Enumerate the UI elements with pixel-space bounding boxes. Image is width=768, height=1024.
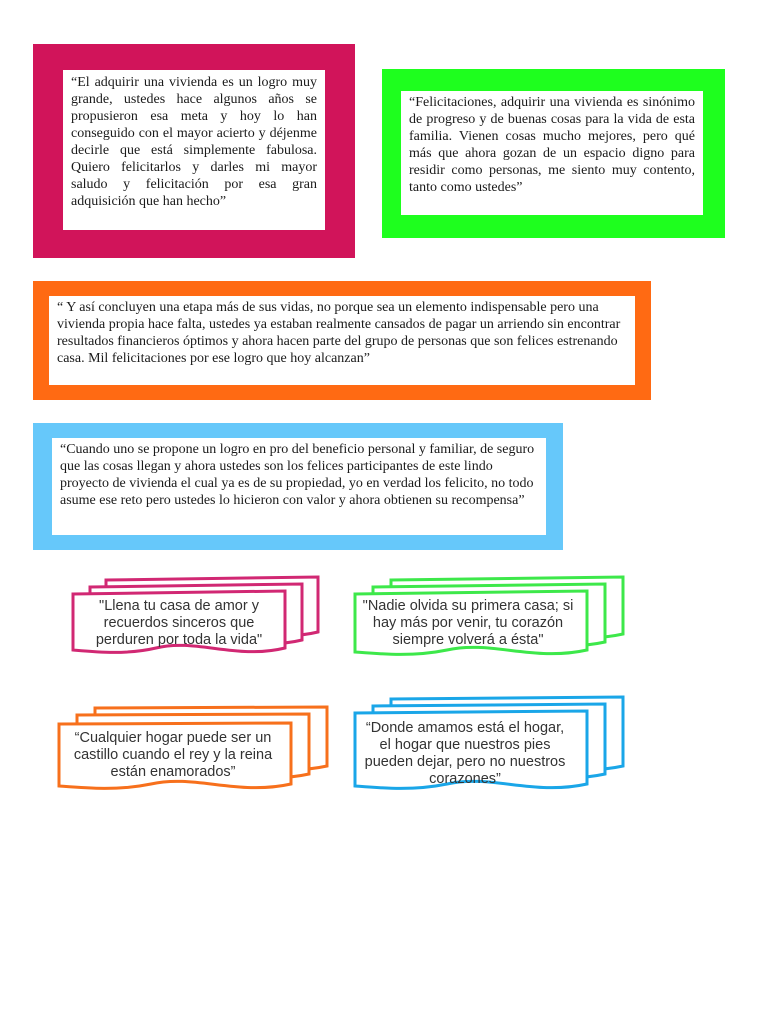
orange-quote-text: “ Y así concluyen una etapa más de sus vidas, no porque sea un elemento indispensable pero una vivienda propia hace falta, ustedes ya estaban realmente cansados de pagar un arriendo sin encontrar resultados financieros óptimos y ahora hacen parte del grupo de personas que son felices estrenando casa. Mil felicitaciones por ese logro que hoy alcanzan” — [49, 296, 635, 385]
pink-card-text: "Llena tu casa de amor y recuerdos sinceros que perduren por toda la vida" — [95, 598, 263, 648]
magenta-quote-frame — [33, 44, 355, 258]
blue-card-text: “Donde amamos está el hogar, el hogar que nuestros pies pueden dejar, pero no nuestros corazones” — [364, 720, 566, 787]
magenta-quote-text: “El adquirir una vivienda es un logro muy grande, ustedes hace algunos años se propusieron esa meta y hoy lo han conseguido con el mayor acierto y déjenme decirle que está simplemente fabulosa. Quiero felicitarlos y darles mi mayor saludo y felicitación por esa gran adquisición que han hecho” — [63, 70, 325, 230]
orange-card-text: “Cualquier hogar puede ser un castillo cuando el rey y la reina están enamorados” — [73, 730, 273, 780]
green-quote-frame — [382, 69, 725, 238]
green-card-text: "Nadie olvida su primera casa; si hay más por venir, tu corazón siempre volverá a ésta" — [362, 598, 574, 648]
green-quote-text: “Felicitaciones, adquirir una vivienda es sinónimo de progreso y de buenas cosas para la vida de esta familia. Vienen cosas mucho mejores, pero qué más que ahora gozan de un espacio digno para residir como personas, me siento muy contento, tanto como ustedes” — [401, 91, 703, 215]
orange-quote-frame — [33, 281, 651, 400]
sky-quote-text: “Cuando uno se propone un logro en pro del beneficio personal y familiar, de seguro que las cosas llegan y ahora ustedes son los felices participantes de este lindo proyecto de vivienda el cual ya es de su propiedad, yo en verdad los felicito, no todo asume ese reto pero ustedes lo hicieron con valor y ahora obtienen su recompensa” — [52, 438, 546, 535]
sky-quote-frame — [33, 423, 563, 550]
